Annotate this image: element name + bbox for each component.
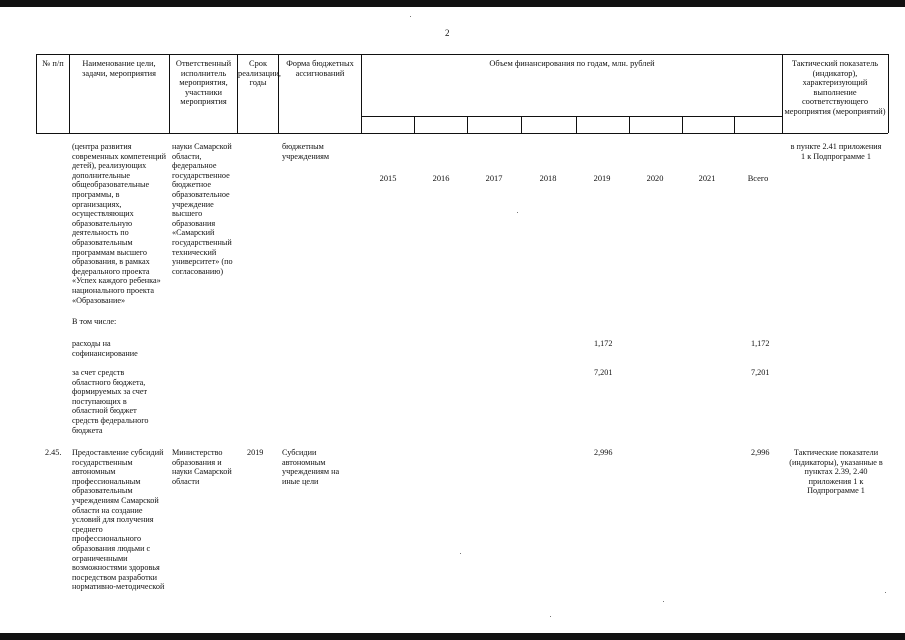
cont-indicator: в пункте 2.41 приложения 1 к Подпрограмме 1 [790, 142, 882, 161]
header-financing: Объем финансирования по годам, млн. рублей [489, 59, 655, 68]
col-rule [888, 54, 889, 133]
cofin-total: 1,172 [751, 339, 770, 348]
col-rule [576, 116, 577, 133]
year-2020: 2020 [646, 174, 664, 183]
header-name: Наименование цели, задачи, мероприятия [82, 59, 156, 78]
scan-speck [663, 601, 664, 602]
scan-speck [460, 553, 461, 554]
col-rule [169, 54, 170, 133]
col-rule [69, 54, 70, 133]
table-top-rule [36, 54, 888, 55]
header-bottom-rule [36, 133, 888, 134]
scan-speck [410, 16, 411, 17]
cont-form: бюджетным учреждениям [282, 142, 330, 161]
year-total: Всего [747, 174, 769, 183]
row-245-term: 2019 [247, 448, 264, 457]
scan-border-bottom [0, 633, 905, 640]
row-245-num: 2.45. [45, 448, 62, 457]
cont-name: (центра развития современных компетенций детей), реализующих дополнительные общеобразовательные программы, в организациях, осуществляющих образовательную деятельность по образовательным программам высшего образования, в рамках федерального проекта «Успех каждого ребенка» национального проекта «Образование» [72, 142, 166, 305]
header-indicator: Тактический показатель (индикатор), характеризующий выполнение соответствующего мероприятия (мероприятий) [784, 59, 886, 116]
regional-2019: 7,201 [594, 368, 613, 377]
col-rule [414, 116, 415, 133]
scan-speck [885, 592, 886, 593]
row-245-total: 2,996 [751, 448, 770, 457]
col-rule [782, 54, 783, 133]
regional-name: за счет средств областного бюджета, формируемых за счет поступающих в областной бюджет средств федерального бюджета [72, 368, 149, 435]
row-245-executor: Министерство образования и науки Самарской области [172, 448, 232, 486]
cont-executor: науки Самарской области, федеральное государственное бюджетное образовательное учреждение высшего образования «Самарский государственный технический университет» (по согласованию) [172, 142, 233, 276]
header-executor: Ответственный исполнитель мероприятия, участники мероприятия [175, 59, 232, 107]
years-divider-rule [361, 116, 782, 117]
year-2015: 2015 [379, 174, 397, 183]
year-2021: 2021 [698, 174, 716, 183]
header-term: Срок реализации, годы [238, 59, 282, 88]
regional-total: 7,201 [751, 368, 770, 377]
cofin-name: расходы на софинансирование [72, 339, 138, 358]
scan-speck [550, 616, 551, 617]
col-rule [467, 116, 468, 133]
year-2019: 2019 [593, 174, 611, 183]
row-245-form: Субсидии автономным учреждениям на иные цели [282, 448, 340, 486]
page-number: 2 [445, 28, 450, 38]
including-label: В том числе: [72, 317, 117, 326]
col-rule [682, 116, 683, 133]
year-2017: 2017 [485, 174, 503, 183]
header-form: Форма бюджетных ассигнований [286, 59, 354, 78]
col-rule [734, 116, 735, 133]
col-rule [521, 116, 522, 133]
row-245-2019: 2,996 [594, 448, 613, 457]
year-2018: 2018 [539, 174, 557, 183]
cofin-2019: 1,172 [594, 339, 613, 348]
year-2016: 2016 [432, 174, 450, 183]
scan-border-top [0, 0, 905, 7]
row-245-indicator: Тактические показатели (индикаторы), указанные в пунктах 2.39, 2.40 приложения 1 к Подпрограмме 1 [789, 448, 883, 496]
col-rule [278, 54, 279, 133]
scan-speck [517, 212, 518, 213]
header-num: № п/п [42, 59, 64, 68]
col-rule [629, 116, 630, 133]
row-245-name: Предоставление субсидий государственным автономным профессиональным образовательным учреждениям Самарской области на создание условий для получения среднего профессионального образования людьми с ограниченными возможностями здоровья посредством разработки нормативно-методической [72, 448, 165, 592]
